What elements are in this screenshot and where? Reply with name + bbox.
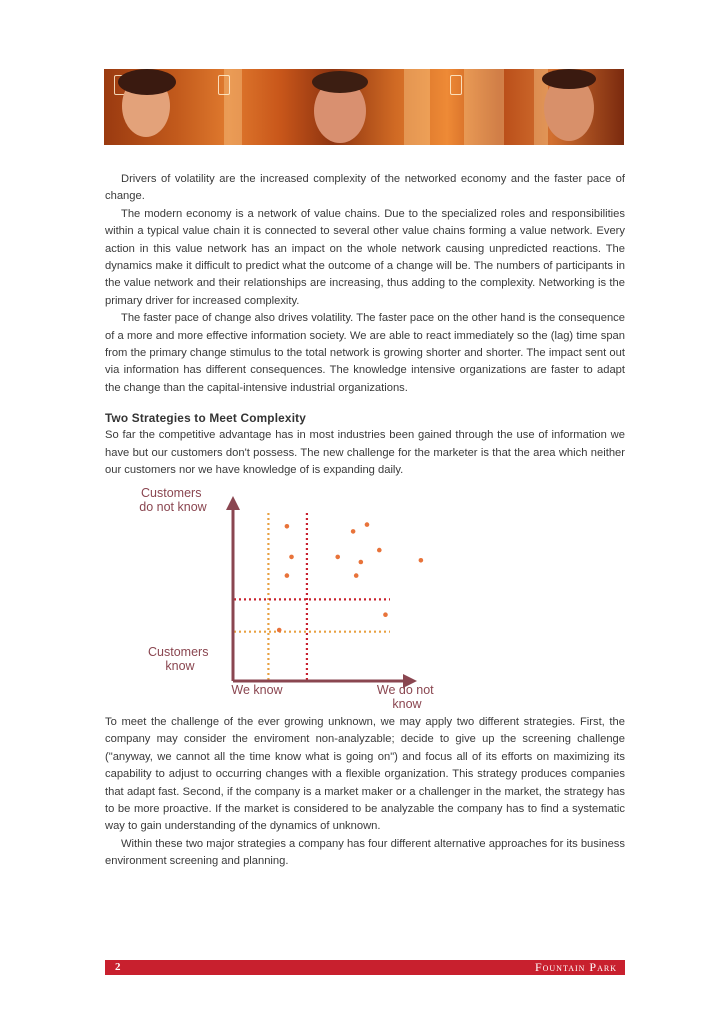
y-axis-arrowhead	[226, 496, 240, 510]
scatter-point	[359, 560, 364, 565]
scatter-point	[289, 555, 294, 560]
scatter-point	[377, 548, 382, 553]
header-banner-image	[104, 69, 624, 145]
knowledge-matrix-chart	[120, 480, 480, 712]
scatter-point	[285, 524, 290, 529]
scatter-point	[335, 555, 340, 560]
section-two-strategies	[105, 410, 625, 480]
body-text-lower	[105, 714, 625, 871]
scatter-point	[354, 573, 359, 578]
section-heading: Two Strategies to Meet Complexity	[105, 411, 307, 425]
paragraph: So far the competitive advantage has in most industries been gained through the use of information we have but our customers don't possess. The new challenge for the marketer is that the area which neither our customers nor we have knowledge of is expanding daily.	[105, 429, 625, 477]
brand-name: Fountain Park	[534, 960, 617, 974]
page-number: 2	[115, 961, 121, 973]
scatter-point	[365, 522, 370, 527]
scatter-point	[383, 612, 388, 617]
paragraph: Drivers of volatility are the increased complexity of the networked economy and the faster pace of change.	[105, 173, 625, 203]
y-bottom-label: Customers know	[148, 645, 209, 673]
footer-bar	[105, 960, 625, 975]
x-left-label: We know	[231, 683, 283, 697]
body-text-upper	[105, 171, 625, 397]
scatter-point	[351, 529, 356, 534]
scatter-point	[277, 628, 282, 633]
paragraph: The faster pace of change also drives volatility. The faster pace on the other hand is the consequence of a more and more effective information society. We are able to react immediately so the (lag) time span from the primary change stimulus to the total network is growing shorter and shorter. The impact sent out via information has different consequences. The knowledge intensive organizations are faster to adapt the change than the capital-intensive industrial organizations.	[105, 312, 625, 394]
y-top-label: Customers do not know	[139, 486, 207, 514]
x-right-label: We do not know	[376, 683, 434, 711]
paragraph: To meet the challenge of the ever growing unknown, we may apply two different strategies. First, the company may consider the enviroment non-analyzable; decide to give up the screening challenge ("anyway, we cannot all the time know what is going on") and focus all of its efforts on maximizing its capability to adjust to occurring changes with a flexible organization. This strategy produces companies that adapt fast. Second, if the company is a market maker or a challenger in the market, the strategy has to be more proactive. If the market is considered to be analyzable the company has to find a systematic way to gain understanding of the dynamics of unknown.	[105, 716, 625, 833]
scatter-point	[285, 573, 290, 578]
paragraph: The modern economy is a network of value chains. Due to the specialized roles and responsibilities within a typical value chain it is connected to several other value chains forming a value network. Every action in this value network has an impact on the whole network causing unpredicted reactions. The dynamics make it difficult to predict what the outcome of a change will be. The numbers of participants in the value network and their relationships are increasing, thus adding to the complexity. Networking is the primary driver for increased complexity.	[105, 207, 625, 307]
scatter-point	[419, 558, 424, 563]
paragraph: Within these two major strategies a company has four different alternative approaches for its business environment screening and planning.	[105, 837, 625, 868]
